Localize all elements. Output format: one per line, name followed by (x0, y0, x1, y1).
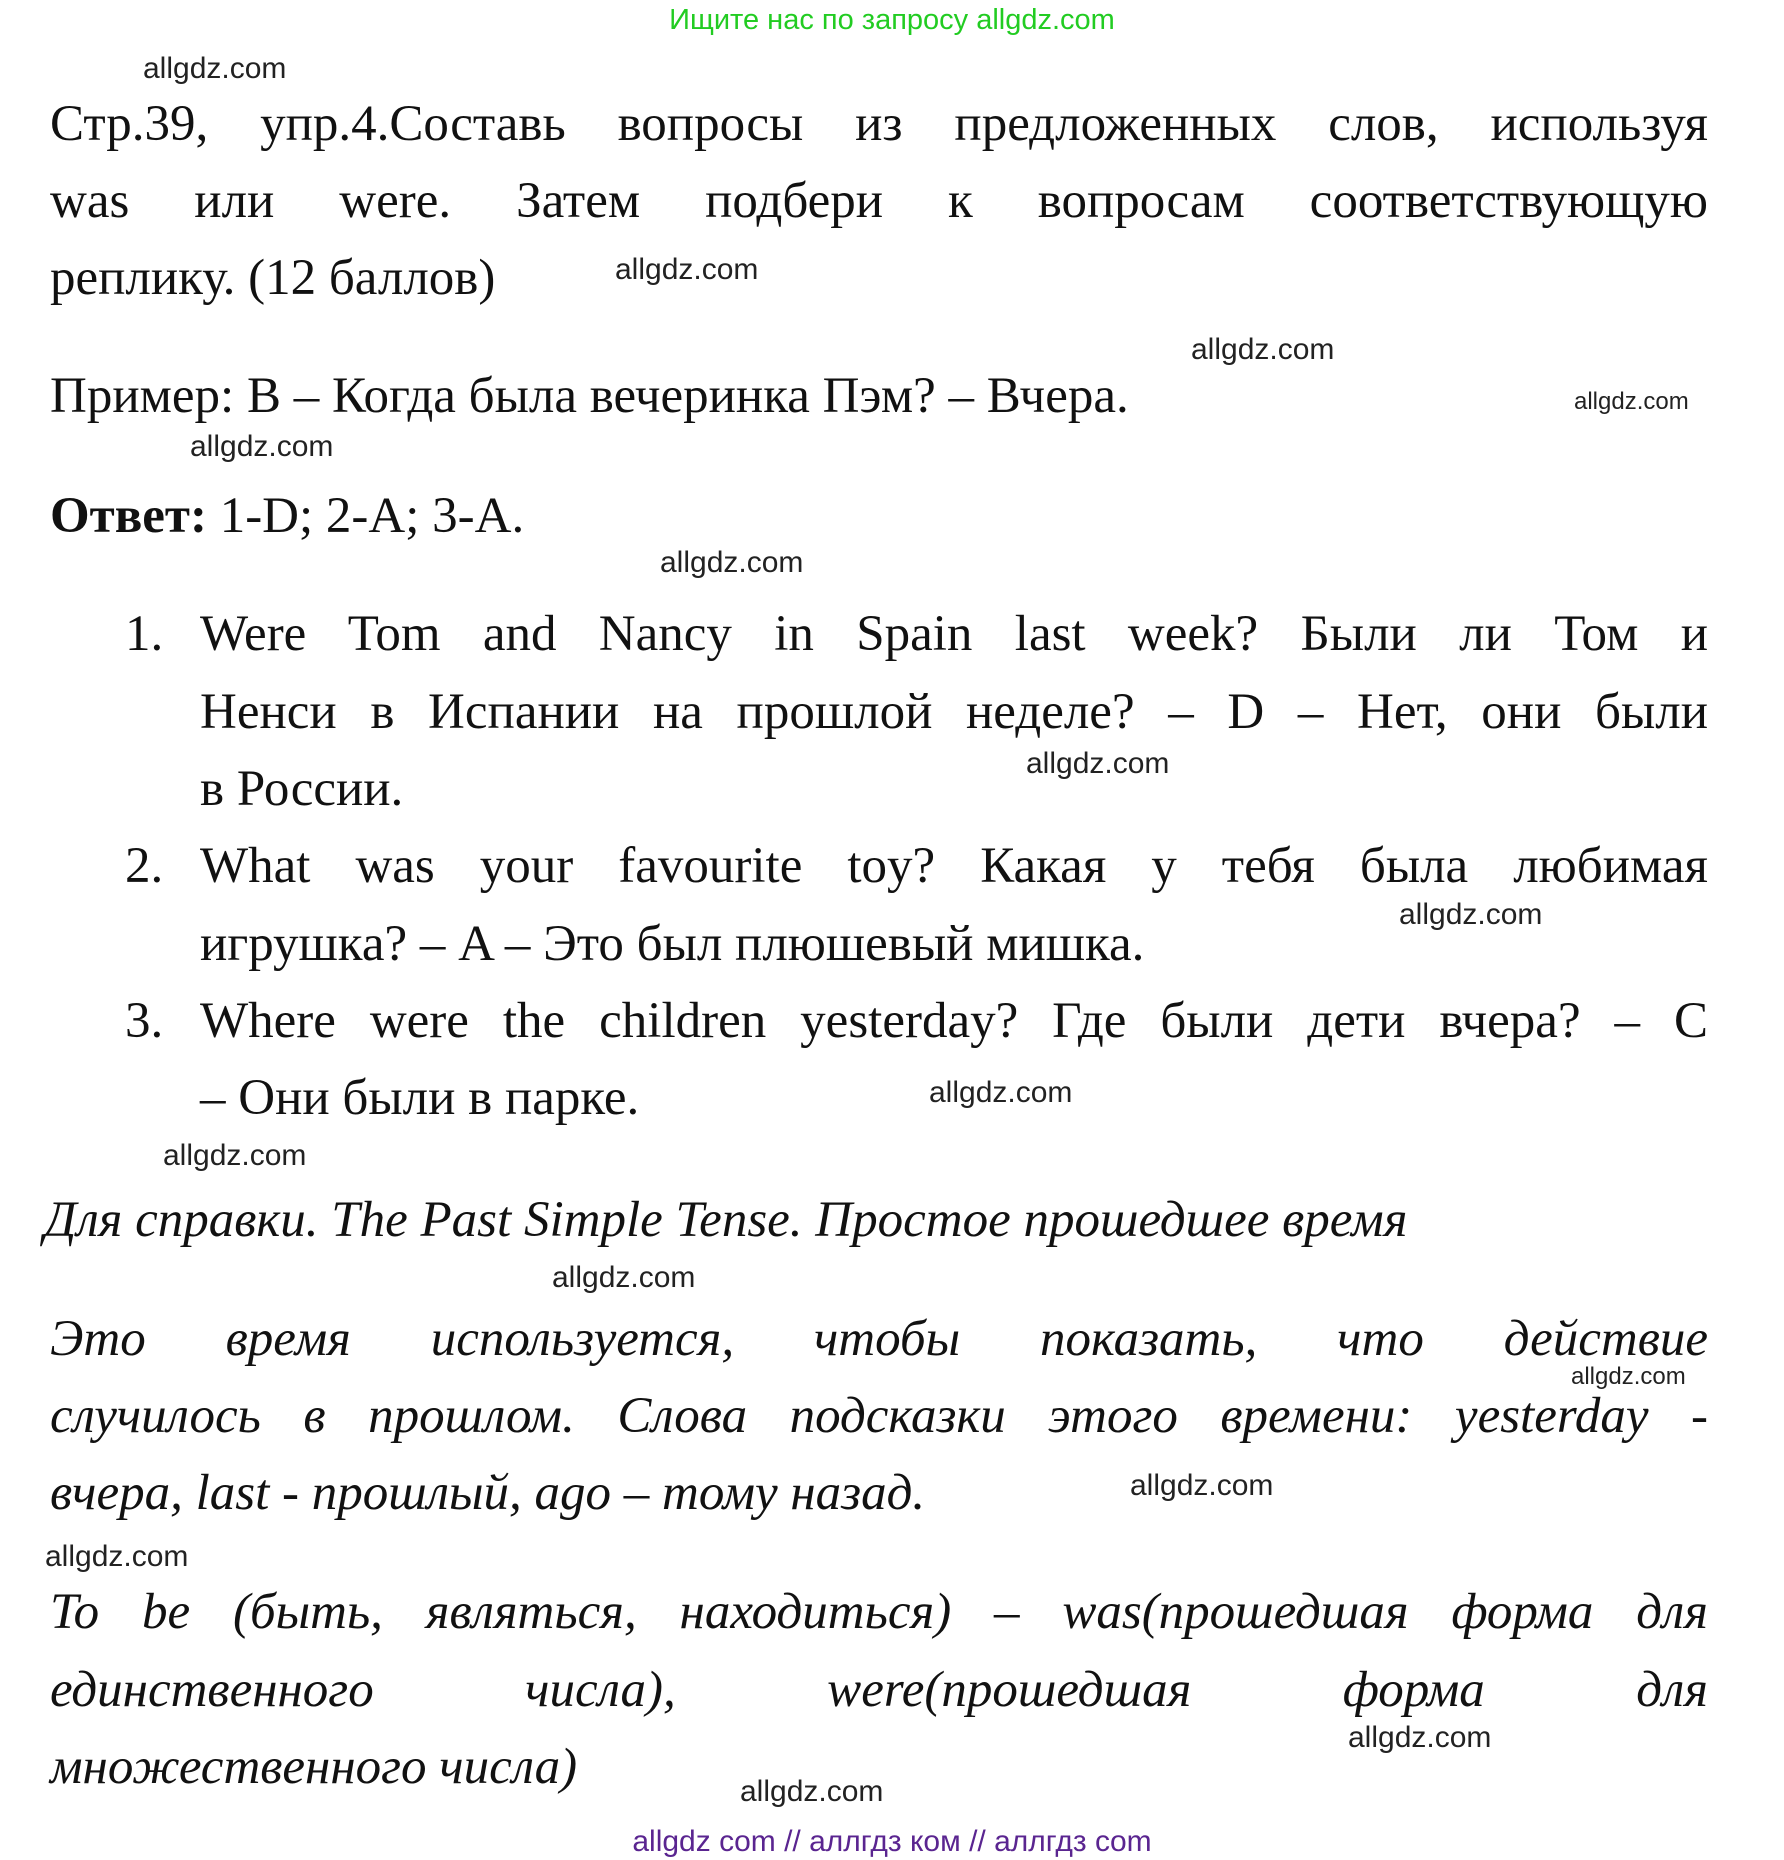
watermark: allgdz.com (740, 1775, 884, 1808)
task-line-2: was или were. Затем подбери к вопросам соответствующую (50, 173, 1708, 229)
watermark: allgdz.com (143, 52, 287, 85)
item-3-line-1: Where were the children yesterday? Где были дети вчера? – C (200, 993, 1708, 1049)
item-1-line-2: Ненси в Испании на прошлой неделе? – D – Нет, они были (200, 684, 1708, 740)
answer-label: Ответ: (50, 488, 207, 544)
watermark: allgdz.com (1574, 388, 1689, 415)
watermark: allgdz.com (1348, 1721, 1492, 1754)
reference-para2-line-1: To be (быть, являться, находиться) – was(прошедшая форма для (50, 1584, 1708, 1640)
reference-para2-line-3: множественного числа) (50, 1739, 578, 1795)
item-2-line-1: What was your favourite toy? Какая у тебя была любимая (200, 838, 1708, 894)
reference-para1-line-1: Это время используется, чтобы показать, что действие (50, 1311, 1708, 1367)
watermark: allgdz.com (1130, 1469, 1274, 1502)
item-2-line-2: игрушка? – A – Это был плюшевый мишка. (200, 916, 1145, 972)
footer-links: allgdz com // аллгдз ком // аллгдз com (632, 1825, 1152, 1858)
item-1-line-3: в России. (200, 761, 404, 817)
reference-para1-line-2: случилось в прошлом. Слова подсказки этого времени: yesterday - (50, 1388, 1708, 1444)
watermark: allgdz.com (929, 1076, 1073, 1109)
reference-para2-line-2: единственного числа), were(прошедшая форма для (50, 1662, 1708, 1718)
reference-para1-line-3: вчера, last - прошлый, ago – тому назад. (50, 1465, 926, 1521)
item-number-2: 2. (125, 838, 164, 894)
watermark: allgdz.com (45, 1540, 189, 1573)
watermark: allgdz.com (1399, 898, 1543, 931)
example-line: Пример: В – Когда была вечеринка Пэм? – Вчера. (50, 368, 1129, 424)
watermark: allgdz.com (615, 253, 759, 286)
watermark: allgdz.com (190, 430, 334, 463)
item-1-line-1: Were Tom and Nancy in Spain last week? Были ли Том и (200, 606, 1708, 662)
item-number-3: 3. (125, 993, 164, 1049)
answer-line (50, 490, 524, 542)
watermark: allgdz.com (552, 1261, 696, 1294)
task-line-3: реплику. (12 баллов) (50, 250, 496, 306)
watermark: allgdz.com (1571, 1363, 1686, 1390)
watermark: allgdz.com (163, 1139, 307, 1172)
item-3-line-2: – Они были в парке. (200, 1070, 640, 1126)
task-line-1: Стр.39, упр.4.Составь вопросы из предложенных слов, используя (50, 96, 1708, 152)
watermark: allgdz.com (1026, 747, 1170, 780)
reference-title: Для справки. The Past Simple Tense. Простое прошедшее время (44, 1192, 1408, 1248)
answer-value: 1-D; 2-A; 3-A. (206, 488, 525, 544)
item-number-1: 1. (125, 606, 164, 662)
watermark: allgdz.com (1191, 333, 1335, 366)
search-banner: Ищите нас по запросу allgdz.com (669, 4, 1115, 36)
watermark: allgdz.com (660, 546, 804, 579)
